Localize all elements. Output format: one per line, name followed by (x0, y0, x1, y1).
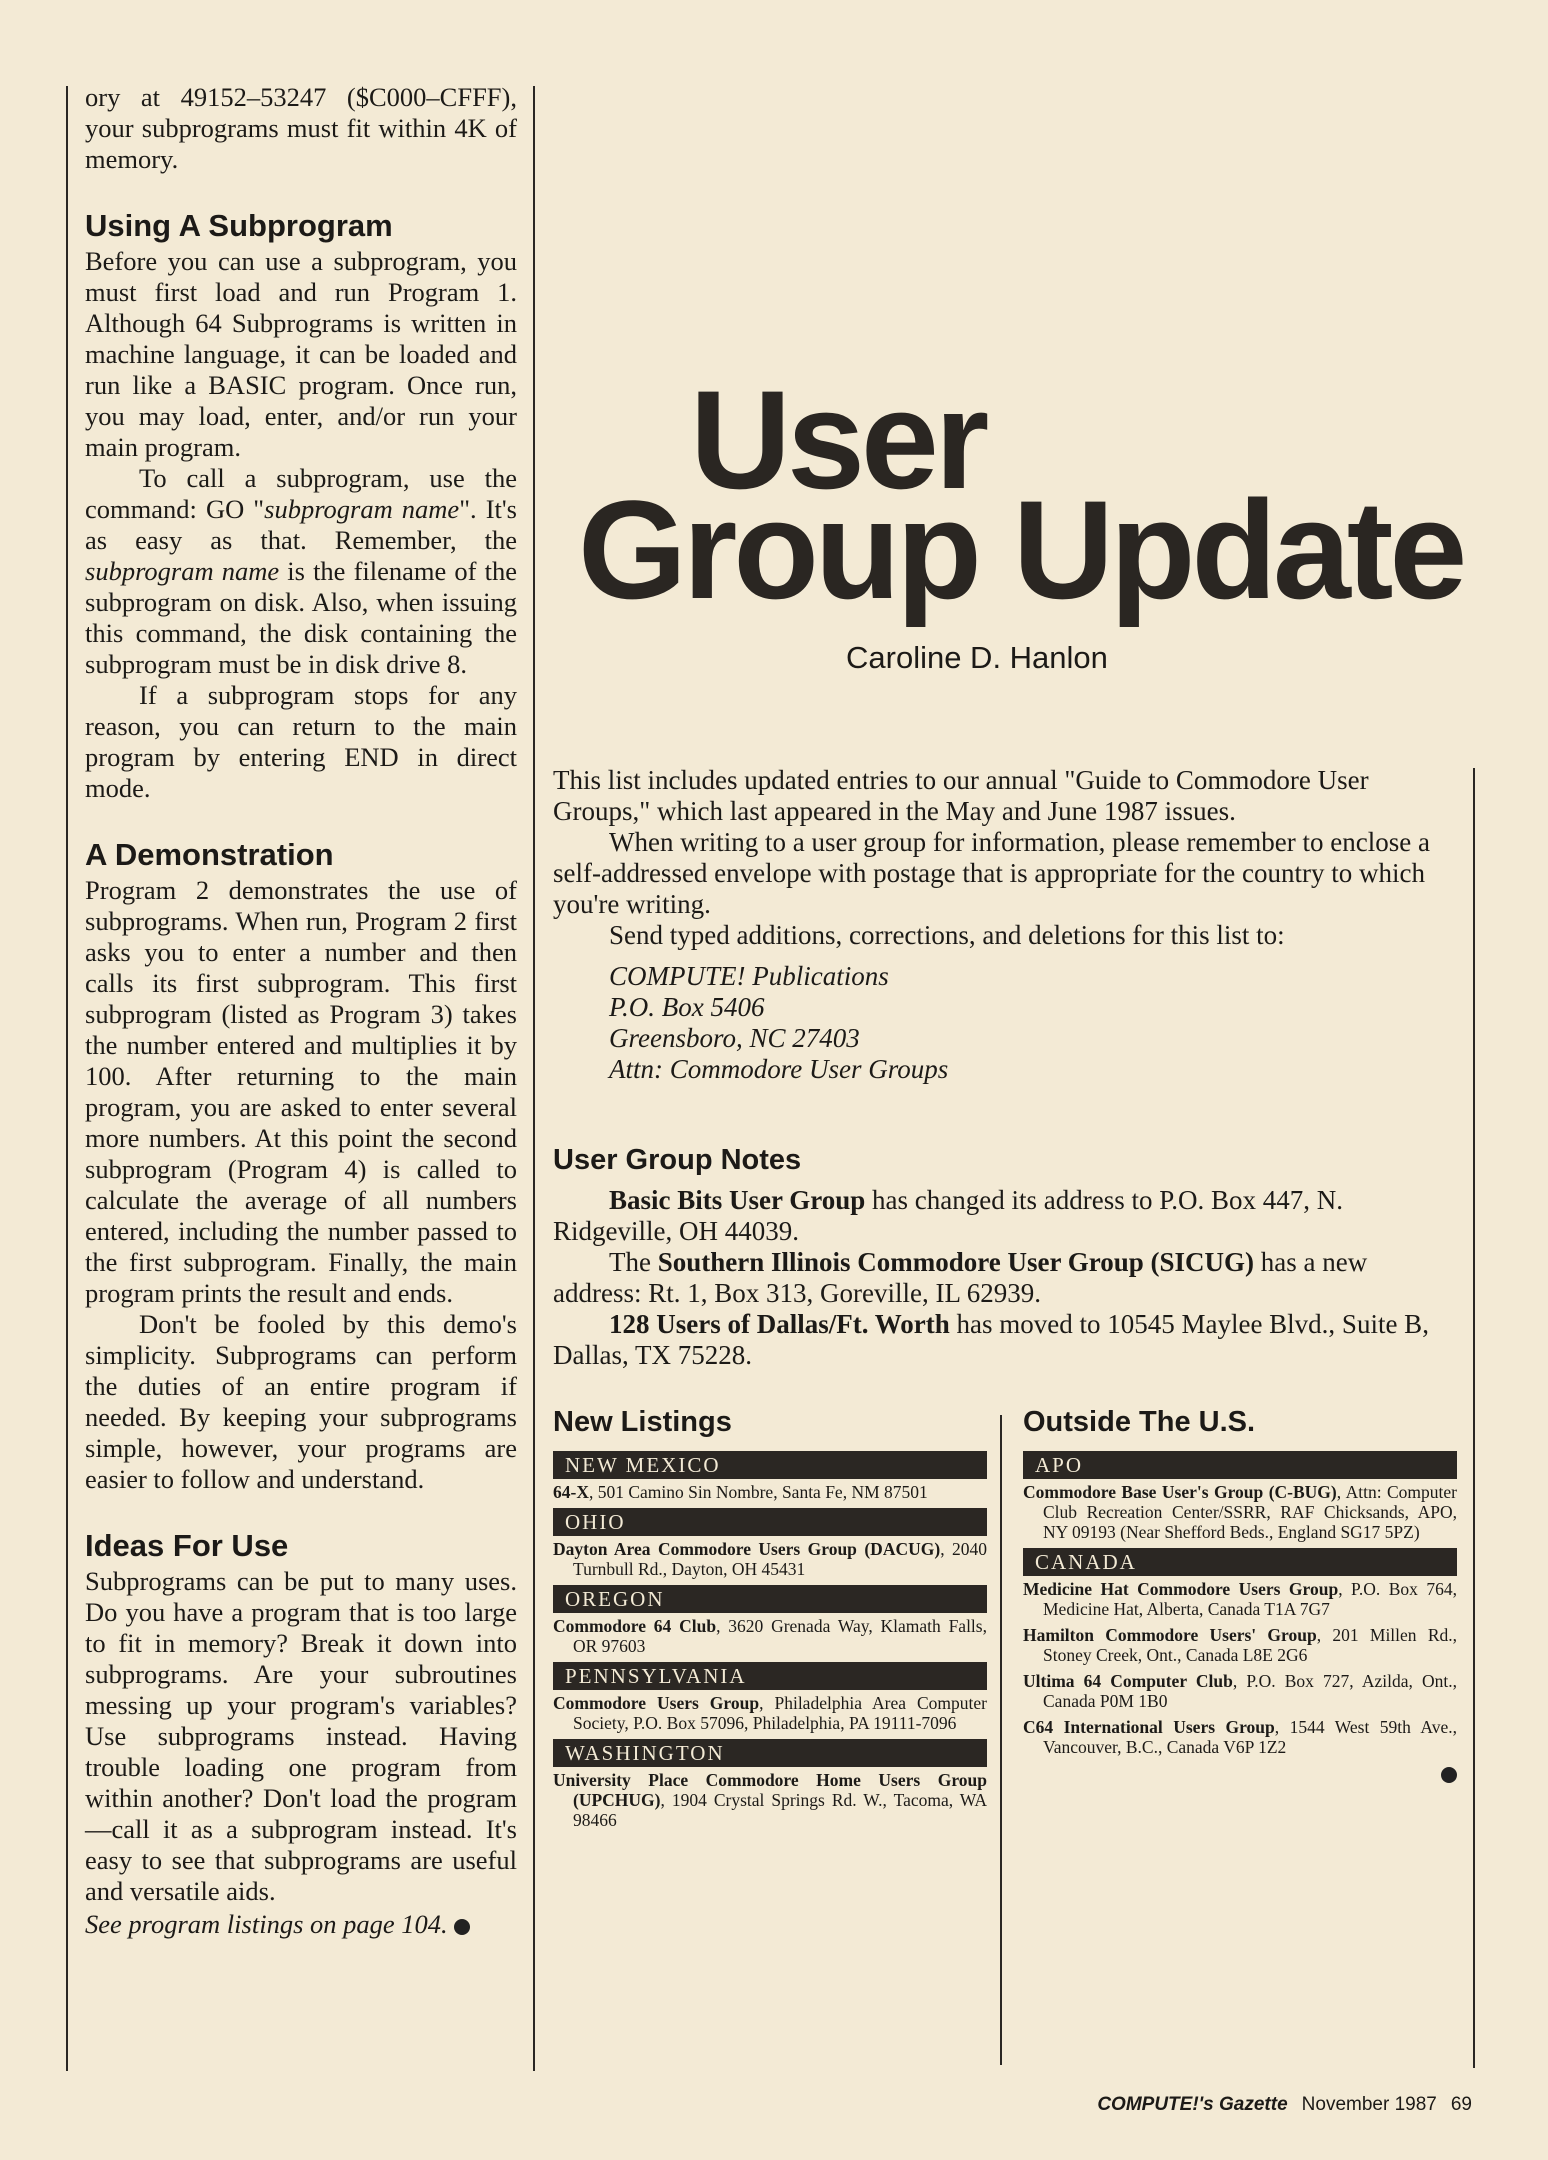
listing-address: , Philadelphia Area Computer Society, P.O. Box 57096, Philadelphia, PA 19111-7096 (573, 1693, 987, 1733)
listing-name: Medicine Hat Commodore Users Group (1023, 1579, 1339, 1599)
listing-entry (553, 1482, 987, 1502)
byline: Caroline D. Hanlon (846, 640, 1108, 675)
listing-address: , 1544 West 59th Ave., Vancouver, B.C., Canada V6P 1Z2 (1043, 1717, 1457, 1757)
state-header: OREGON (553, 1585, 987, 1613)
state-header: NEW MEXICO (553, 1451, 987, 1479)
note-text: has moved to 10545 Maylee Blvd., Suite B, Dallas, TX 75228. (553, 1309, 1429, 1370)
ideas-paragraph: Subprograms can be put to many uses. Do you have a program that is too large to fit in memory? Break it down into subprograms. Are your subroutines messing up your program's variables? Use subprograms instead. Having trouble loading one program from within another? Don't load the program—call it as a subprogram instead. It's easy to see that subprograms are useful and versatile aids. (85, 1566, 517, 1906)
region-header: CANADA (1023, 1548, 1457, 1576)
writing-paragraph: When writing to a user group for information, please remember to enclose a self-addressed envelope with postage that is appropriate for the country to which you're writing. (553, 827, 1430, 919)
page-footer (1083, 2094, 1472, 2116)
listing-name: 64-X (553, 1482, 589, 1502)
note-text: has changed its address to P.O. Box 447, N. Ridgeville, OH 44039. (553, 1185, 1343, 1246)
note-group-name: Basic Bits User Group (609, 1185, 866, 1215)
using-paragraph: Before you can use a subprogram, you must first load and run Program 1. Although 64 Subprograms is written in machine language, it can be loaded and run like a BASIC program. Once run, you may load, enter, and/or run your main program. (85, 246, 517, 462)
listing-rule-left (1000, 1415, 1002, 2065)
listing-entry (553, 1770, 987, 1830)
address-line: P.O. Box 5406 (609, 992, 765, 1022)
listing-name: Dayton Area Commodore Users Group (DACUG) (553, 1539, 941, 1559)
intro-paragraph: This list includes updated entries to our annual "Guide to Commodore User Groups," which last appeared in the May and June 1987 issues. (553, 765, 1369, 826)
listings-note-text: See program listings on page 104. (85, 1909, 448, 1939)
call-paragraph (85, 463, 517, 680)
call-text-em1: subprogram name (264, 494, 460, 524)
note-group-name: 128 Users of Dallas/Ft. Worth (609, 1309, 950, 1339)
listing-entry (1023, 1625, 1457, 1665)
listing-entry (553, 1616, 987, 1656)
call-text-em2: subprogram name (85, 556, 280, 586)
left-column (85, 82, 517, 1940)
outside-us-heading: Outside The U.S. (1023, 1406, 1256, 1438)
listing-name: Hamilton Commodore Users' Group (1023, 1625, 1317, 1645)
left-column-rule-left (66, 86, 68, 2071)
listing-name: University Place Commodore Home Users Group (UPCHUG) (553, 1770, 987, 1810)
note-pre: The (609, 1247, 658, 1277)
stop-paragraph: If a subprogram stops for any reason, you can return to the main program by entering END in direct mode. (85, 680, 517, 803)
listings-note (85, 1909, 517, 1940)
section-heading-using: Using A Subprogram (85, 208, 393, 243)
listing-address: , 201 Millen Rd., Stoney Creek, Ont., Canada L8E 2G6 (1043, 1625, 1457, 1665)
address-line: Attn: Commodore User Groups (609, 1054, 949, 1084)
listing-address: , Attn: Computer Club Recreation Center/SSRR, RAF Chicksands, APO, NY 09193 (Near Shefford Beds., England SG17 5PZ) (1043, 1482, 1457, 1542)
page-number: 69 (1450, 2094, 1472, 2115)
listing-entry (1023, 1482, 1457, 1542)
listing-name: Commodore 64 Club (553, 1616, 717, 1636)
left-intro: ory at 49152–53247 ($C000–CFFF), your subprograms must fit within 4K of memory. (85, 82, 517, 174)
send-paragraph: Send typed additions, corrections, and deletions for this list to: (609, 920, 1285, 950)
note-item (553, 1247, 1453, 1309)
call-text-b: ". It's as easy as that. Remember, the (85, 494, 517, 555)
listing-entry (553, 1539, 987, 1579)
section-heading-ideas: Ideas For Use (85, 1528, 289, 1563)
new-listings-column (553, 1405, 987, 1836)
demo-paragraph-1: Program 2 demonstrates the use of subprograms. When run, Program 2 first asks you to enter a number and then calls its first subprogram. This first subprogram (listed as Program 3) takes the number entered and multiplies it by 100. After returning to the main program, you are asked to enter several more numbers. At this point the second subprogram (Program 4) is called to calculate the average of all numbers entered, including the number passed to the first subprogram. Finally, the main program prints the result and ends. (85, 875, 517, 1308)
listing-address: , 3620 Grenada Way, Klamath Falls, OR 97603 (573, 1616, 987, 1656)
listing-entry (1023, 1671, 1457, 1711)
listing-entry (1023, 1717, 1457, 1757)
outside-us-column (1023, 1405, 1457, 1783)
publication-name: COMPUTE!'s Gazette (1097, 2094, 1288, 2115)
state-header: OHIO (553, 1508, 987, 1536)
title-line-2: Group Update (578, 471, 1464, 628)
listing-address: , P.O. Box 764, Medicine Hat, Alberta, Canada T1A 7G7 (1043, 1579, 1458, 1619)
listing-address: , P.O. Box 727, Azilda, Ont., Canada P0M 1B0 (1043, 1671, 1457, 1711)
listing-entry (553, 1693, 987, 1733)
new-listings-heading: New Listings (553, 1406, 732, 1438)
listing-name: Ultima 64 Computer Club (1023, 1671, 1233, 1691)
end-mark (1023, 1763, 1457, 1783)
main-rule-right (1473, 768, 1475, 2068)
note-item (553, 1185, 1453, 1247)
article-body (553, 765, 1453, 1371)
listing-name: Commodore Users Group (553, 1693, 760, 1713)
region-header: APO (1023, 1451, 1457, 1479)
address-line: COMPUTE! Publications (609, 961, 889, 991)
listing-name: C64 International Users Group (1023, 1717, 1275, 1737)
end-mark-icon (454, 1919, 470, 1935)
end-mark-icon (1441, 1767, 1457, 1783)
mailing-address (609, 961, 1453, 1085)
listing-address: , 1904 Crystal Springs Rd. W., Tacoma, WA 98466 (573, 1790, 987, 1830)
issue-date: November 1987 (1301, 2094, 1437, 2115)
listing-address: , 501 Camino Sin Nombre, Santa Fe, NM 87501 (588, 1482, 928, 1502)
listing-name: Commodore Base User's Group (C-BUG) (1023, 1482, 1337, 1502)
section-heading-demo: A Demonstration (85, 837, 334, 872)
note-text: has a new address: Rt. 1, Box 313, Goreville, IL 62939. (553, 1247, 1368, 1308)
title-line-1: User (690, 361, 986, 518)
state-header: PENNSYLVANIA (553, 1662, 987, 1690)
call-text-a: To call a subprogram, use the command: GO " (85, 463, 517, 524)
call-text-c: is the filename of the subprogram on disk. Also, when issuing this command, the disk containing the subprogram must be in disk drive 8. (85, 556, 517, 679)
left-column-rule-right (533, 86, 535, 2071)
demo-paragraph-2: Don't be fooled by this demo's simplicity. Subprograms can perform the duties of an entire program if needed. By keeping your subprograms simple, however, your programs are easier to follow and understand. (85, 1309, 517, 1494)
state-header: WASHINGTON (553, 1739, 987, 1767)
address-line: Greensboro, NC 27403 (609, 1023, 860, 1053)
note-item (553, 1309, 1453, 1371)
listing-address: , 2040 Turnbull Rd., Dayton, OH 45431 (573, 1539, 988, 1579)
note-group-name: Southern Illinois Commodore User Group (SICUG) (657, 1247, 1255, 1277)
listing-entry (1023, 1579, 1457, 1619)
notes-heading: User Group Notes (553, 1144, 802, 1176)
